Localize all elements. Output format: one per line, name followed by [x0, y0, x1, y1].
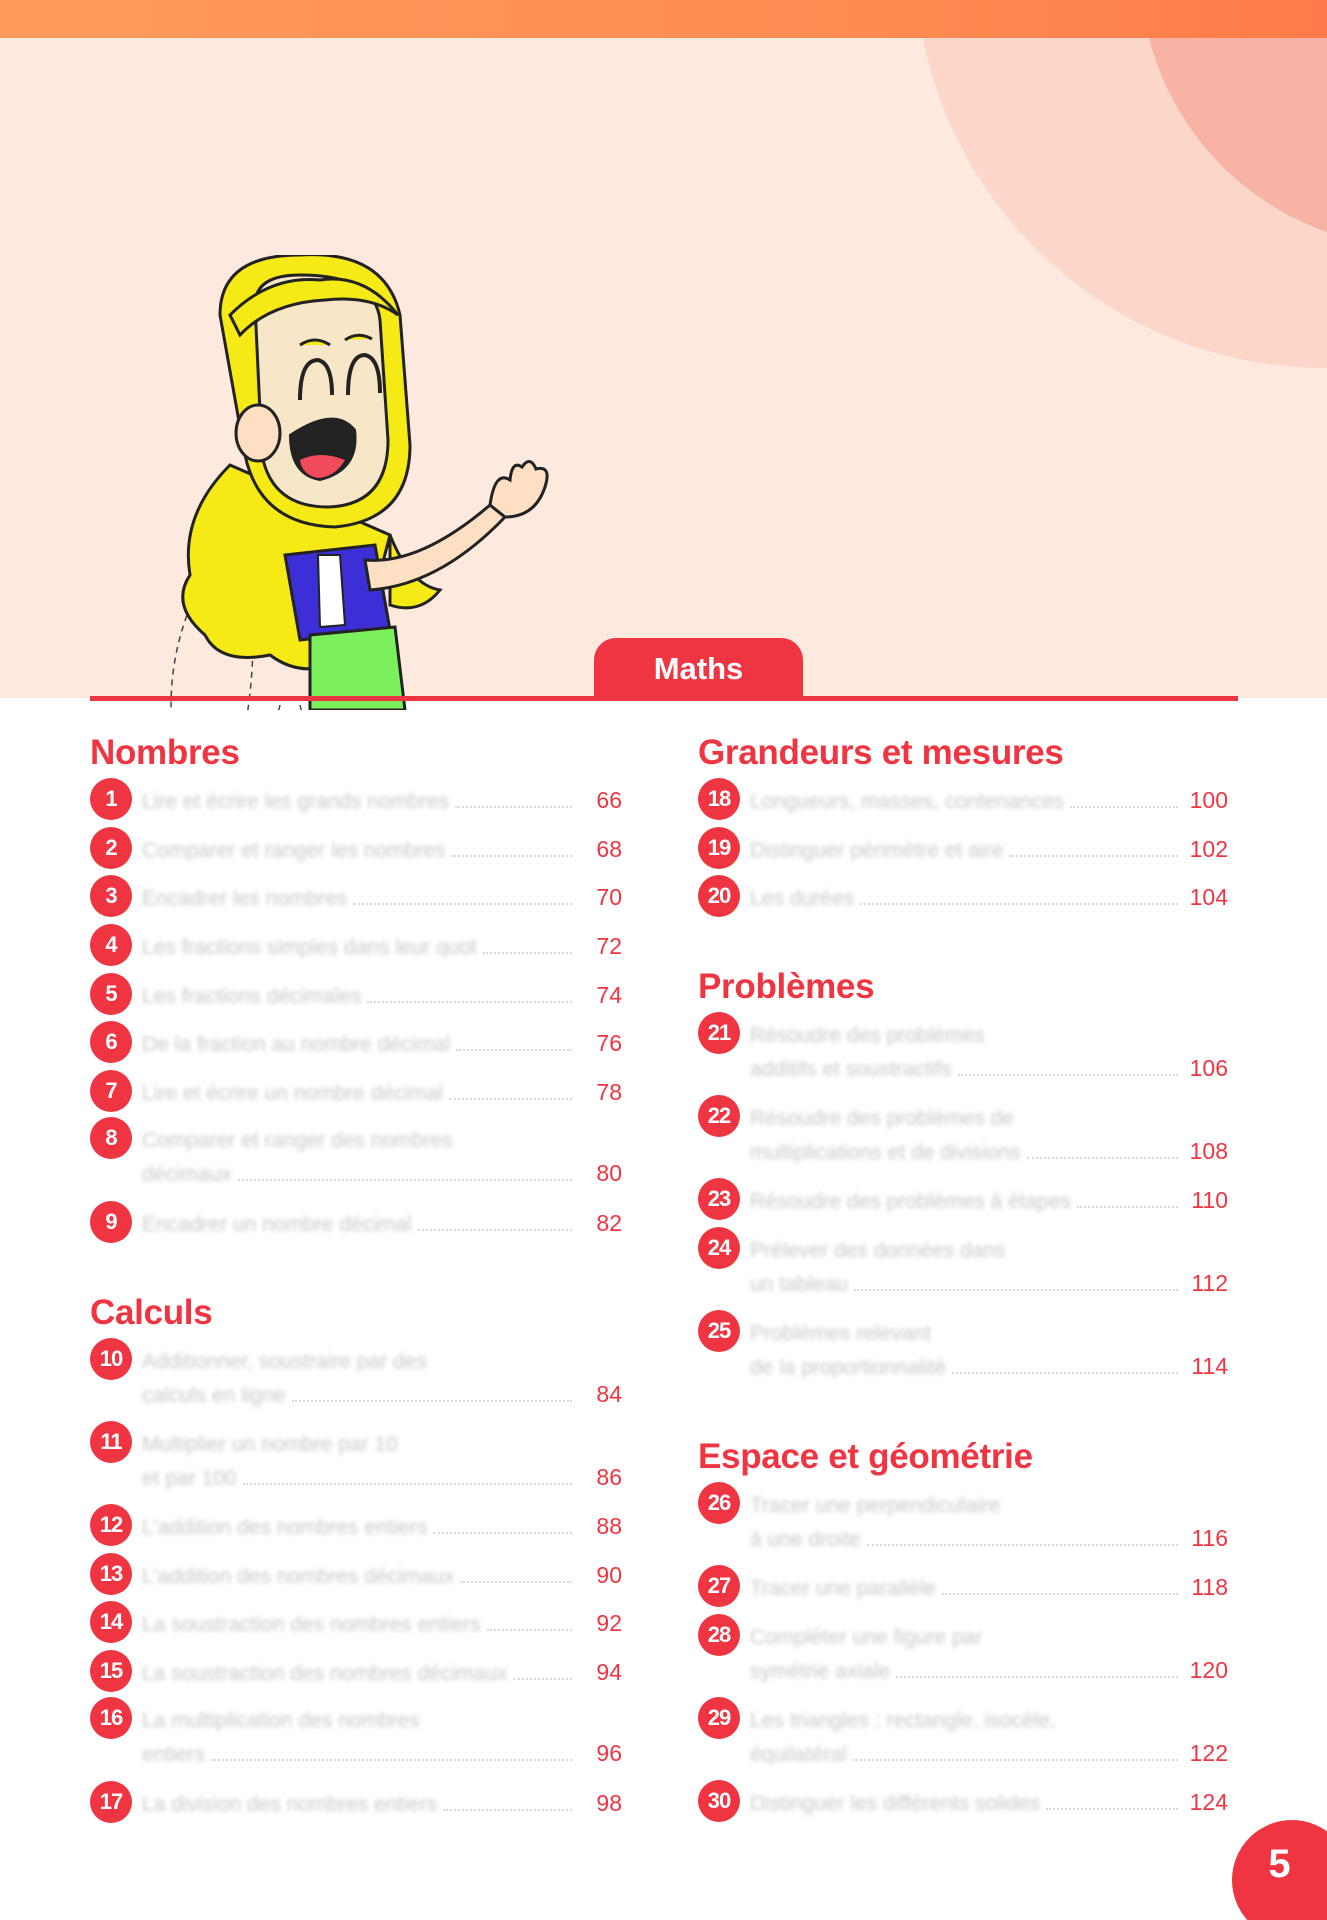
item-label: Comparer et ranger les nombres — [142, 839, 446, 862]
item-page-number: 108 — [1189, 1138, 1228, 1164]
item-number-badge: 27 — [698, 1565, 740, 1607]
toc-item-12[interactable] — [90, 1504, 622, 1546]
dot-leader — [942, 1593, 1178, 1595]
dot-leader — [451, 855, 572, 857]
item-label: Multiplier un nombre par 10 — [142, 1433, 398, 1456]
dot-leader — [211, 1759, 572, 1761]
item-label: L'addition des nombres entiers — [142, 1516, 428, 1539]
toc-item-17[interactable] — [90, 1781, 622, 1823]
item-label: Résoudre des problèmes de — [750, 1107, 1014, 1130]
toc-item-24[interactable] — [698, 1227, 1228, 1303]
item-label: La soustraction des nombres décimaux — [142, 1662, 508, 1685]
item-label: De la fraction au nombre décimal — [142, 1033, 451, 1056]
page-number-badge — [1232, 1820, 1327, 1920]
item-label-line2: un tableau — [750, 1273, 849, 1296]
item-number-badge: 11 — [90, 1421, 132, 1463]
item-label: L'addition des nombres décimaux — [142, 1565, 455, 1588]
item-label: Problèmes relevant — [750, 1322, 931, 1345]
item-number-badge: 3 — [90, 875, 132, 917]
item-number-badge: 13 — [90, 1553, 132, 1595]
item-number-badge: 10 — [90, 1338, 132, 1380]
item-number-badge: 19 — [698, 827, 740, 869]
item-number-badge: 18 — [698, 778, 740, 820]
item-label-line2: de la proportionnalité — [750, 1356, 947, 1379]
item-number-badge: 12 — [90, 1504, 132, 1546]
item-number-badge: 26 — [698, 1482, 740, 1524]
item-label: La division des nombres entiers — [142, 1793, 438, 1816]
toc-item-26[interactable] — [698, 1482, 1228, 1558]
item-label: Encadrer les nombres — [142, 887, 348, 910]
toc-item-19[interactable] — [698, 827, 1228, 869]
dot-leader — [449, 1098, 572, 1100]
item-label: Prélever des données dans — [750, 1239, 1006, 1262]
item-page-number: 122 — [1189, 1740, 1228, 1766]
item-label: Encadrer un nombre décimal — [142, 1213, 412, 1236]
item-label: Lire et écrire les grands nombres — [142, 790, 449, 813]
toc-item-11[interactable] — [90, 1421, 622, 1497]
item-page-number: 116 — [1191, 1525, 1228, 1551]
dot-leader — [853, 1759, 1178, 1761]
item-page-number: 78 — [596, 1079, 622, 1105]
toc-item-30[interactable] — [698, 1780, 1228, 1822]
toc-item-23[interactable] — [698, 1178, 1228, 1220]
header-rule — [90, 696, 1238, 701]
dot-leader — [1009, 855, 1178, 857]
toc-item-15[interactable] — [90, 1650, 622, 1692]
dot-leader — [238, 1179, 572, 1181]
item-number-badge: 23 — [698, 1178, 740, 1220]
toc-item-13[interactable] — [90, 1553, 622, 1595]
item-label: Lire et écrire un nombre décimal — [142, 1082, 444, 1105]
item-label-line2: calculs en ligne — [142, 1384, 286, 1407]
toc-item-5[interactable] — [90, 973, 622, 1015]
dot-leader — [487, 1629, 572, 1631]
dot-leader — [952, 1372, 1178, 1374]
item-number-badge: 4 — [90, 924, 132, 966]
dot-leader — [1046, 1808, 1178, 1810]
item-number-badge: 14 — [90, 1601, 132, 1643]
item-number-badge: 21 — [698, 1012, 740, 1054]
section-title-espace: Espace et géométrie — [698, 1437, 1033, 1476]
toc-item-27[interactable] — [698, 1565, 1228, 1607]
toc-item-3[interactable] — [90, 875, 622, 917]
toc-item-4[interactable] — [90, 924, 622, 966]
item-label: Distinguer les différents solides — [750, 1792, 1041, 1815]
item-label-line2: entiers — [142, 1743, 206, 1766]
item-label: La multiplication des nombres — [142, 1709, 420, 1732]
item-label-line2: additifs et soustractifs — [750, 1058, 952, 1081]
section-title-calculs: Calculs — [90, 1293, 213, 1332]
item-page-number: 94 — [596, 1659, 622, 1685]
item-page-number: 66 — [596, 787, 622, 813]
dot-leader — [854, 1289, 1178, 1291]
item-number-badge: 24 — [698, 1227, 740, 1269]
dot-leader — [513, 1678, 572, 1680]
item-number-badge: 22 — [698, 1095, 740, 1137]
item-label: Additionner, soustraire par des — [142, 1350, 427, 1373]
dot-leader — [367, 1001, 572, 1003]
toc-item-18[interactable] — [698, 778, 1228, 820]
top-accent-bar — [0, 0, 1327, 38]
item-page-number: 72 — [596, 933, 622, 959]
item-page-number: 120 — [1189, 1657, 1228, 1683]
item-page-number: 68 — [596, 836, 622, 862]
dot-leader — [460, 1581, 572, 1583]
toc-item-14[interactable] — [90, 1601, 622, 1643]
item-page-number: 118 — [1191, 1574, 1228, 1600]
toc-item-2[interactable] — [90, 827, 622, 869]
dot-leader — [418, 1229, 572, 1231]
dot-leader — [456, 1049, 572, 1051]
dot-leader — [433, 1532, 572, 1534]
section-title-grandeurs: Grandeurs et mesures — [698, 733, 1064, 772]
item-label: Les fractions décimales — [142, 985, 362, 1008]
item-number-badge: 1 — [90, 778, 132, 820]
item-label-line2: décimaux — [142, 1163, 232, 1186]
item-label-line2: équilatéral — [750, 1743, 847, 1766]
item-label: Les fractions simples dans leur quot — [142, 936, 478, 959]
item-label: Résoudre des problèmes à étapes — [750, 1190, 1072, 1213]
item-page-number: 80 — [596, 1160, 622, 1186]
dot-leader — [455, 806, 572, 808]
item-number-badge: 17 — [90, 1781, 132, 1823]
item-number-badge: 9 — [90, 1201, 132, 1243]
item-number-badge: 8 — [90, 1117, 132, 1159]
dot-leader — [1070, 806, 1178, 808]
dot-leader — [867, 1544, 1178, 1546]
item-number-badge: 2 — [90, 827, 132, 869]
dot-leader — [958, 1074, 1178, 1076]
item-label: La soustraction des nombres entiers — [142, 1613, 481, 1636]
toc-item-9[interactable] — [90, 1201, 622, 1243]
dot-leader — [353, 903, 572, 905]
item-number-badge: 25 — [698, 1310, 740, 1352]
dot-leader — [443, 1809, 572, 1811]
dot-leader — [1027, 1157, 1178, 1159]
dot-leader — [896, 1676, 1178, 1678]
item-label-line2: à une droite — [750, 1528, 861, 1551]
toc-item-8[interactable] — [90, 1117, 622, 1193]
item-label: Tracer une perpendiculaire — [750, 1494, 1001, 1517]
item-page-number: 76 — [596, 1030, 622, 1056]
item-label: Tracer une parallèle — [750, 1577, 936, 1600]
item-page-number: 112 — [1191, 1270, 1228, 1296]
section-title-nombres: Nombres — [90, 733, 240, 772]
item-page-number: 88 — [596, 1513, 622, 1539]
item-label: Longueurs, masses, contenances — [750, 790, 1065, 813]
item-page-number: 106 — [1189, 1055, 1228, 1081]
item-page-number: 102 — [1189, 836, 1228, 862]
item-number-badge: 5 — [90, 973, 132, 1015]
dot-leader — [483, 952, 572, 954]
item-page-number: 100 — [1189, 787, 1228, 813]
item-label-line2: et par 100 — [142, 1467, 237, 1490]
item-number-badge: 16 — [90, 1697, 132, 1739]
cartoon-girl-illustration — [160, 255, 550, 710]
item-page-number: 96 — [596, 1740, 622, 1766]
toc-item-21[interactable] — [698, 1012, 1228, 1088]
item-page-number: 86 — [596, 1464, 622, 1490]
page-number: 5 — [1268, 1842, 1291, 1886]
toc-item-10[interactable] — [90, 1338, 622, 1414]
toc-item-7[interactable] — [90, 1070, 622, 1112]
item-page-number: 104 — [1189, 884, 1228, 910]
item-page-number: 98 — [596, 1790, 622, 1816]
item-label: Comparer et ranger des nombres — [142, 1129, 453, 1152]
toc-item-25[interactable] — [698, 1310, 1228, 1386]
section-title-problemes: Problèmes — [698, 967, 875, 1006]
item-page-number: 90 — [596, 1562, 622, 1588]
item-label: Résoudre des problèmes — [750, 1024, 985, 1047]
item-page-number: 92 — [596, 1610, 622, 1636]
item-label: Compléter une figure par — [750, 1626, 983, 1649]
item-page-number: 74 — [596, 982, 622, 1008]
item-label: Distinguer périmètre et aire — [750, 839, 1004, 862]
toc-item-28[interactable] — [698, 1614, 1228, 1690]
item-number-badge: 29 — [698, 1697, 740, 1739]
dot-leader — [1077, 1206, 1178, 1208]
item-page-number: 124 — [1189, 1789, 1228, 1815]
item-page-number: 70 — [596, 884, 622, 910]
item-number-badge: 6 — [90, 1021, 132, 1063]
toc-item-20[interactable] — [698, 875, 1228, 917]
item-number-badge: 20 — [698, 875, 740, 917]
item-number-badge: 15 — [90, 1650, 132, 1692]
toc-item-22[interactable] — [698, 1095, 1228, 1171]
item-label-line2: symétrie axiale — [750, 1660, 891, 1683]
item-label-line2: multiplications et de divisions — [750, 1141, 1021, 1164]
dot-leader — [243, 1483, 572, 1485]
dot-leader — [860, 903, 1178, 905]
toc-item-29[interactable] — [698, 1697, 1228, 1773]
item-page-number: 110 — [1191, 1187, 1228, 1213]
toc-item-16[interactable] — [90, 1697, 622, 1773]
dot-leader — [292, 1400, 572, 1402]
item-number-badge: 28 — [698, 1614, 740, 1656]
toc-item-6[interactable] — [90, 1021, 622, 1063]
item-label: Les durées — [750, 887, 854, 910]
item-label: Les triangles : rectangle, isocèle, — [750, 1709, 1056, 1732]
tab-maths: Maths — [594, 638, 803, 698]
item-page-number: 114 — [1191, 1353, 1228, 1379]
toc-item-1[interactable] — [90, 778, 622, 820]
item-page-number: 82 — [596, 1210, 622, 1236]
item-number-badge: 30 — [698, 1780, 740, 1822]
item-number-badge: 7 — [90, 1070, 132, 1112]
item-page-number: 84 — [596, 1381, 622, 1407]
